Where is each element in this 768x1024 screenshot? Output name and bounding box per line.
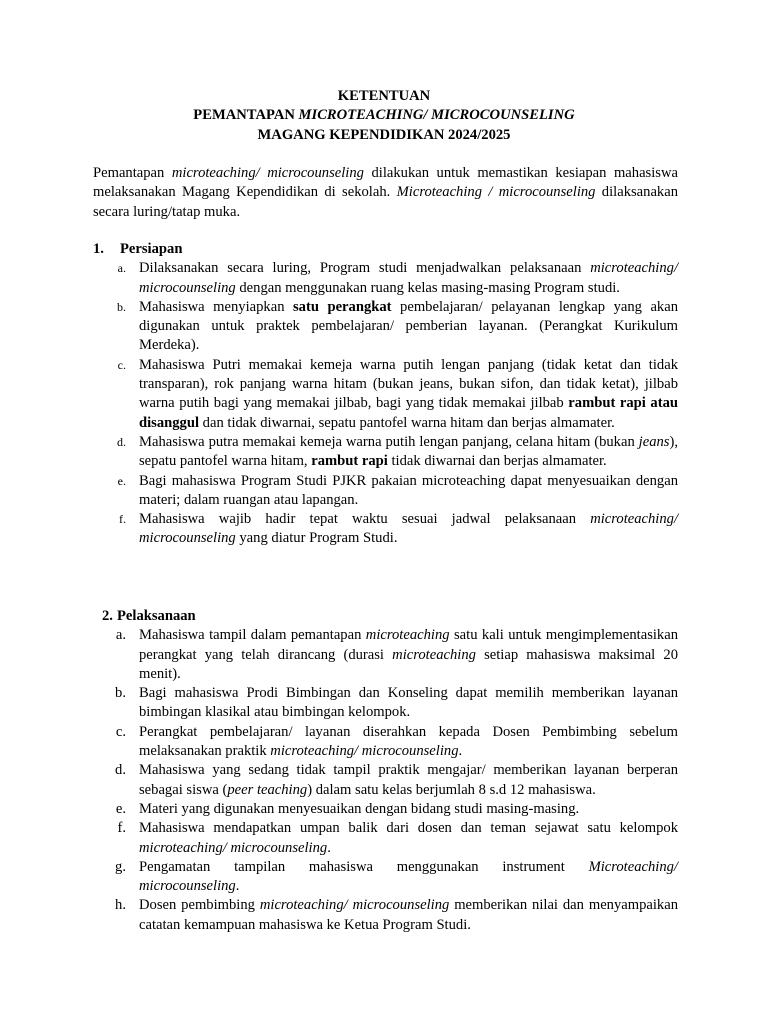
list-item: c. Mahasiswa Putri memakai kemeja warna putih lengan panjang (tidak ketat dan tidak transparan), rok panjang warna hitam (bukan jeans, bukan sifon, dan tidak ketat), jilbab warna putih bagi yang memakai jilbab, bagi yang tidak memakai jilbab rambut rapi atau disanggul dan tidak diwarnai, sepatu pantofel warna hitam dan berjas almamater. bbox=[117, 356, 678, 431]
intro-paragraph: Pemantapan microteaching/ microcounseling dilakukan untuk memastikan kesiapan mahasiswa melaksanakan Magang Kependidikan di sekolah. Microteaching / microcounseling dilaksanakan secara luring/tatap muka. bbox=[93, 165, 678, 220]
list-item: h. Dosen pembimbing microteaching/ microcounseling memberikan nilai dan menyampaikan catatan kemampuan mahasiswa ke Ketua Program Studi. bbox=[115, 897, 678, 933]
section-persiapan bbox=[93, 240, 678, 549]
section-pelaksanaan bbox=[102, 607, 678, 935]
list-item: f. Mahasiswa mendapatkan umpan balik dari dosen dan teman sejawat satu kelompok microteaching/ microcounseling. bbox=[117, 820, 678, 856]
list-item: b. Bagi mahasiswa Prodi Bimbingan dan Konseling dapat memilih memberikan layanan bimbingan klasikal atau bimbingan kelompok. bbox=[115, 685, 678, 721]
section-heading: 2. Pelaksanaan bbox=[102, 608, 196, 624]
item-list bbox=[93, 259, 678, 548]
list-item: a. Mahasiswa tampil dalam pemantapan microteaching satu kali untuk mengimplementasikan perangkat yang telah dirancang (durasi microteaching setiap mahasiswa maksimal 20 menit). bbox=[115, 627, 678, 682]
list-item: a. Dilaksanakan secara luring, Program studi menjadwalkan pelaksanaan microteaching/ microcounseling dengan menggunakan ruang kelas masing-masing Program studi. bbox=[117, 260, 678, 296]
list-item: d. Mahasiswa putra memakai kemeja warna putih lengan panjang, celana hitam (bukan jeans), sepatu pantofel warna hitam, rambut rapi tidak diwarnai dan berjas almamater. bbox=[117, 433, 678, 470]
title-line-2: PEMANTAPAN MICROTEACHING/ MICROCOUNSELING bbox=[193, 107, 575, 124]
list-item: b. Mahasiswa menyiapkan satu perangkat pembelajaran/ pelayanan lengkap yang akan digunakan untuk praktek pembelajaran/ pemberian layanan. (Perangkat Kurikulum Merdeka). bbox=[117, 298, 678, 354]
list-item: d. Mahasiswa yang sedang tidak tampil praktik mengajar/ memberikan layanan berperan sebagai siswa (peer teaching) dalam satu kelas berjumlah 8 s.d 12 mahasiswa. bbox=[115, 762, 678, 798]
title-line-1: KETENTUAN bbox=[337, 88, 431, 104]
section-heading: 1. Persiapan bbox=[93, 241, 183, 257]
item-list bbox=[102, 626, 678, 935]
document-title bbox=[0, 87, 768, 145]
list-item: e. Bagi mahasiswa Program Studi PJKR pakaian microteaching dapat menyesuaikan dengan materi; dalam ruangan atau lapangan. bbox=[117, 472, 678, 508]
list-item: e. Materi yang digunakan menyesuaikan dengan bidang studi masing-masing. bbox=[115, 800, 580, 817]
list-item: f. Mahasiswa wajib hadir tepat waktu sesuai jadwal pelaksanaan microteaching/ microcounseling yang diatur Program Studi. bbox=[119, 511, 678, 547]
list-item: c. Perangkat pembelajaran/ layanan diserahkan kepada Dosen Pembimbing sebelum melaksanakan praktik microteaching/ microcounseling. bbox=[115, 723, 678, 760]
list-item: g. Pengamatan tampilan mahasiswa menggunakan instrument Microteaching/ microcounseling. bbox=[115, 858, 678, 895]
title-line-3: MAGANG KEPENDIDIKAN 2024/2025 bbox=[257, 126, 511, 143]
